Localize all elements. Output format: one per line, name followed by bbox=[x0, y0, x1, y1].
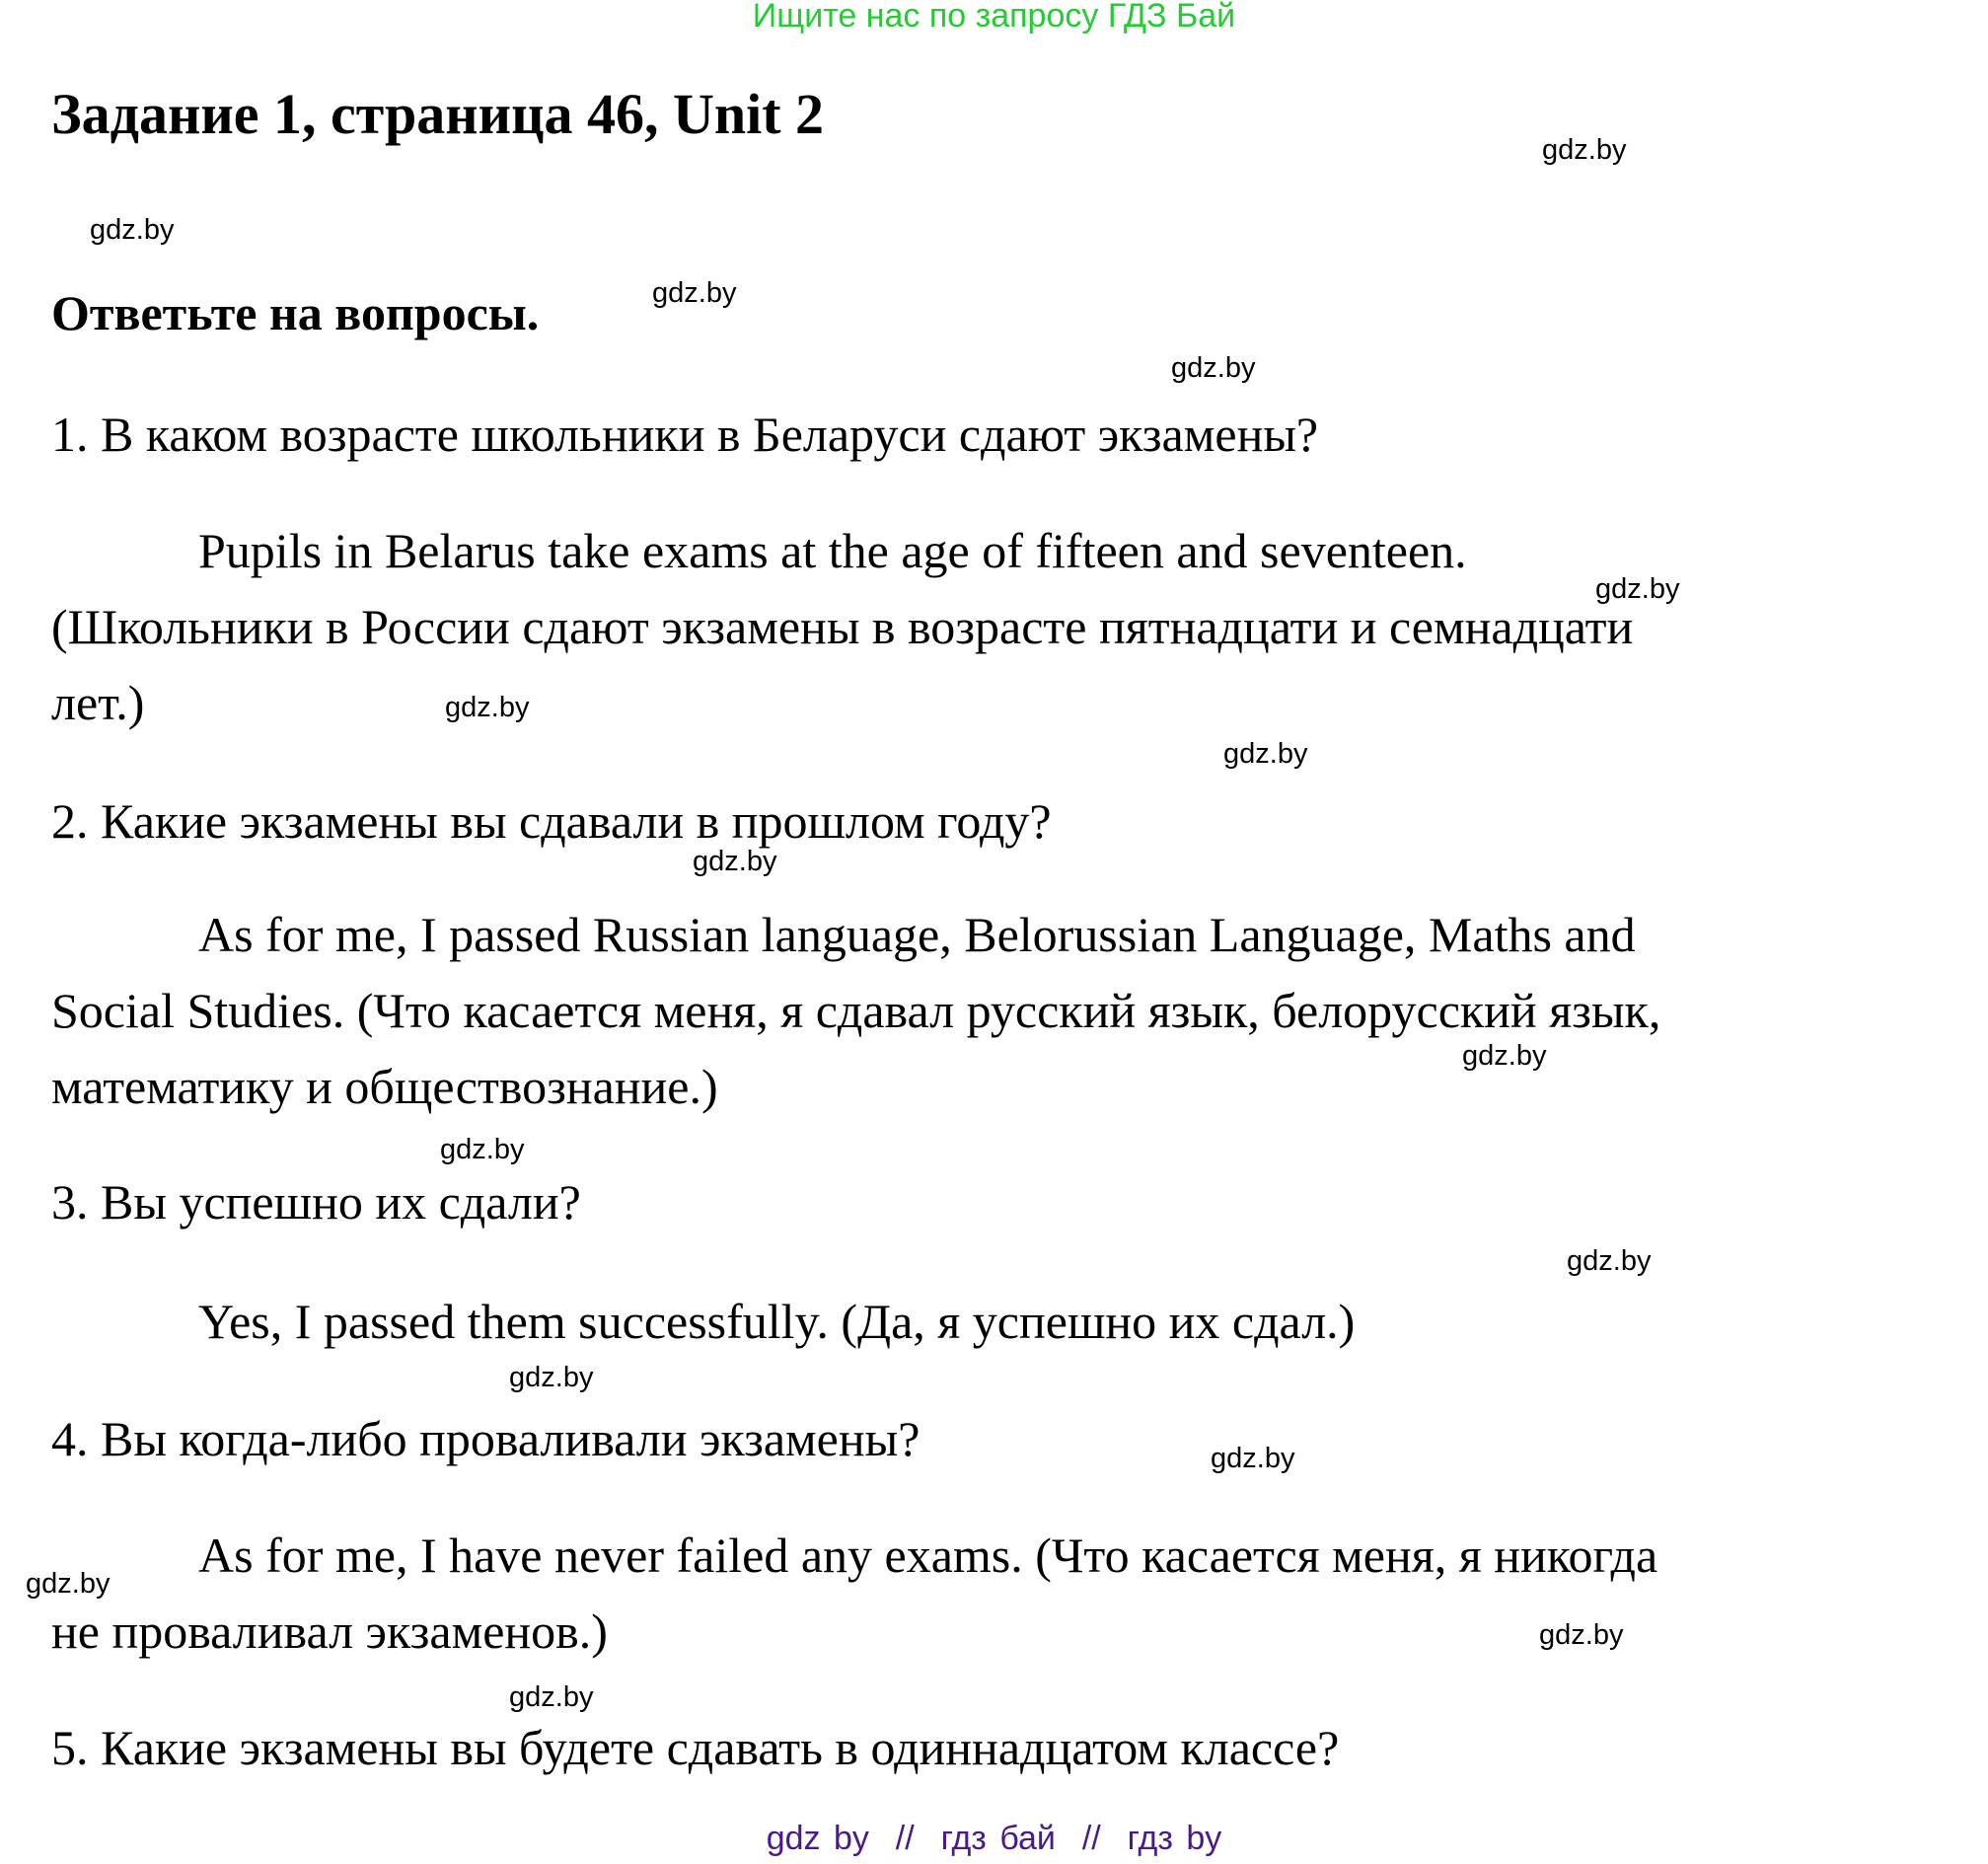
watermark: gdz.by bbox=[1539, 1619, 1624, 1651]
watermark: gdz.by bbox=[1223, 738, 1308, 770]
watermark: gdz.by bbox=[445, 692, 530, 723]
answer-1-line-3: лет.) bbox=[51, 675, 145, 730]
answer-2-line-2: Social Studies. (Что касается меня, я сдавал русский язык, белорусский язык, bbox=[51, 983, 1661, 1038]
watermark: gdz.by bbox=[90, 214, 175, 246]
question-2: 2. Какие экзамены вы сдавали в прошлом году? bbox=[51, 793, 1052, 849]
answer-2-line-1: As for me, I passed Russian language, Belorussian Language, Maths and bbox=[198, 907, 1636, 962]
watermark: gdz.by bbox=[693, 846, 777, 877]
answer-1-line-1: Pupils in Belarus take exams at the age of fifteen and seventeen. bbox=[198, 523, 1467, 578]
watermark: gdz.by bbox=[1542, 134, 1627, 166]
page-title: Задание 1, страница 46, Unit 2 bbox=[51, 82, 825, 146]
footer-links: gdz by // гдз бай // гдз by bbox=[766, 1820, 1222, 1857]
watermark: gdz.by bbox=[26, 1568, 110, 1600]
instruction-heading: Ответьте на вопросы. bbox=[51, 285, 540, 340]
watermark: gdz.by bbox=[440, 1134, 525, 1165]
answer-3-line-1: Yes, I passed them successfully. (Да, я успешно их сдал.) bbox=[198, 1294, 1356, 1349]
question-5: 5. Какие экзамены вы будете сдавать в одиннадцатом классе? bbox=[51, 1720, 1340, 1775]
watermark: gdz.by bbox=[509, 1681, 594, 1713]
watermark: gdz.by bbox=[652, 277, 737, 309]
question-4: 4. Вы когда-либо проваливали экзамены? bbox=[51, 1411, 920, 1466]
watermark: gdz.by bbox=[1567, 1245, 1652, 1277]
answer-2-line-3: математику и обществознание.) bbox=[51, 1059, 718, 1114]
search-banner: Ищите нас по запросу ГДЗ Бай bbox=[752, 0, 1236, 35]
question-1: 1. В каком возрасте школьники в Беларуси сдают экзамены? bbox=[51, 407, 1319, 462]
watermark: gdz.by bbox=[1462, 1040, 1547, 1072]
question-3: 3. Вы успешно их сдали? bbox=[51, 1174, 581, 1230]
watermark: gdz.by bbox=[509, 1362, 594, 1393]
answer-1-line-2: (Школьники в России сдают экзамены в возрасте пятнадцати и семнадцати bbox=[51, 599, 1634, 654]
watermark: gdz.by bbox=[1595, 573, 1680, 605]
answer-4-line-2: не проваливал экзаменов.) bbox=[51, 1603, 608, 1659]
answer-4-line-1: As for me, I have never failed any exams. (Что касается меня, я никогда bbox=[198, 1528, 1658, 1583]
watermark: gdz.by bbox=[1211, 1443, 1295, 1474]
watermark: gdz.by bbox=[1171, 352, 1256, 384]
